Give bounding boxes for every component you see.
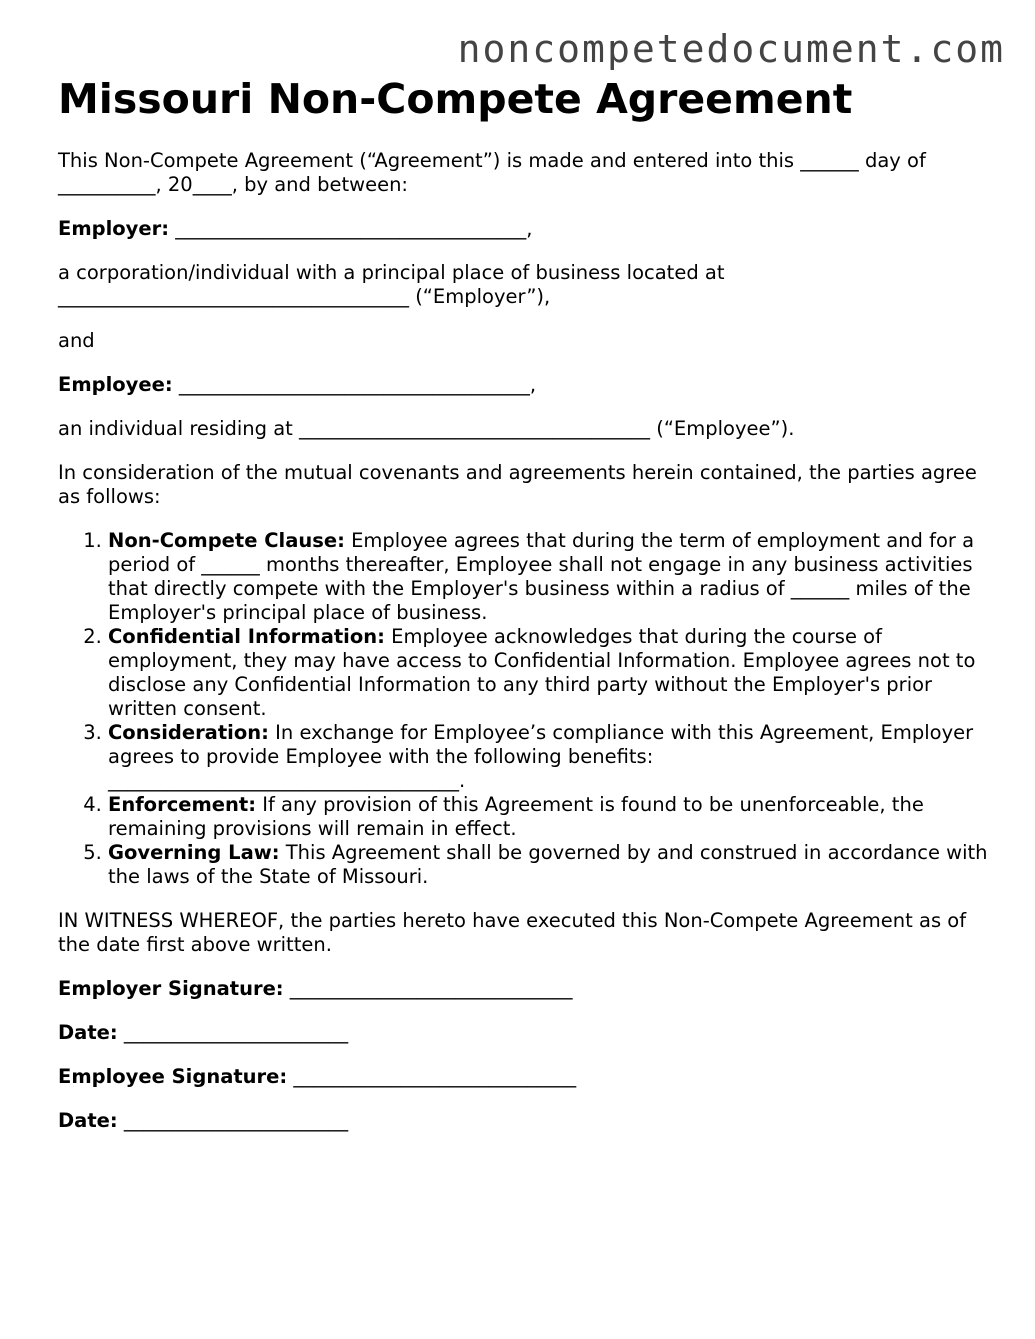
- clause-text: In exchange for Employee’s compliance with this Agreement, Employer agrees to provide Employee with the following benefits: ____________________________________.: [108, 721, 974, 792]
- signature-label: Employer Signature:: [58, 977, 284, 1000]
- employer-label: Employer:: [58, 217, 170, 240]
- clause-title: Confidential Information:: [108, 625, 385, 648]
- signature-blank: _______________________: [117, 1109, 349, 1132]
- signature-blank: _____________________________: [283, 977, 573, 1000]
- and-text: and: [58, 329, 95, 352]
- clause-title: Governing Law:: [108, 841, 280, 864]
- employer-line: [58, 217, 988, 241]
- signature-label: Date:: [58, 1109, 118, 1132]
- employee-blank: ____________________________________,: [172, 373, 537, 396]
- clause-text: This Agreement shall be governed by and construed in accordance with the laws of the State of Missouri.: [108, 841, 988, 888]
- site-watermark: noncompetedocument.com: [457, 27, 1005, 71]
- employer-signature-line: [58, 977, 988, 1001]
- clause-item: [108, 793, 988, 841]
- employer-blank: ____________________________________,: [169, 217, 533, 240]
- consideration-intro: In consideration of the mutual covenants and agreements herein contained, the parties agree as follows:: [58, 461, 977, 508]
- signature-blank: _____________________________: [287, 1065, 577, 1088]
- employee-line: [58, 373, 988, 397]
- intro-paragraph: This Non-Compete Agreement (“Agreement”) is made and entered into this ______ day of __________, 20____, by and between:: [58, 149, 926, 196]
- employee-label: Employee:: [58, 373, 173, 396]
- clause-title: Consideration:: [108, 721, 269, 744]
- clause-title: Enforcement:: [108, 793, 257, 816]
- employee-signature-line: [58, 1065, 988, 1089]
- clause-title: Non-Compete Clause:: [108, 529, 345, 552]
- clause-item: [108, 721, 988, 793]
- employer-address: a corporation/individual with a principal place of business located at ____________________________________ (“Employer”),: [58, 261, 725, 308]
- clause-text: If any provision of this Agreement is found to be unenforceable, the remaining provisions will remain in effect.: [108, 793, 924, 840]
- signature-label: Date:: [58, 1021, 118, 1044]
- witness-paragraph: IN WITNESS WHEREOF, the parties hereto have executed this Non-Compete Agreement as of the date first above written.: [58, 909, 967, 956]
- clause-text: Employee acknowledges that during the course of employment, they may have access to Confidential Information. Employee agrees not to disclose any Confidential Information to any third party without the Employer's prior written consent.: [108, 625, 976, 720]
- employer-date-line: [58, 1021, 988, 1045]
- signature-blank: _______________________: [117, 1021, 349, 1044]
- clause-text: Employee agrees that during the term of employment and for a period of ______ months thereafter, Employee shall not engage in any business activities that directly compete with the Employer's business within a radius of ______ miles of the Employer's principal place of business.: [108, 529, 975, 624]
- employee-date-line: [58, 1109, 988, 1133]
- clause-item: [108, 529, 988, 625]
- employee-address: an individual residing at ____________________________________ (“Employee”).: [58, 417, 795, 440]
- clause-item: [108, 841, 988, 889]
- clause-list: [58, 529, 988, 889]
- agreement-document: [58, 76, 988, 1153]
- document-title: Missouri Non-Compete Agreement: [58, 75, 853, 123]
- signature-label: Employee Signature:: [58, 1065, 288, 1088]
- clause-item: [108, 625, 988, 721]
